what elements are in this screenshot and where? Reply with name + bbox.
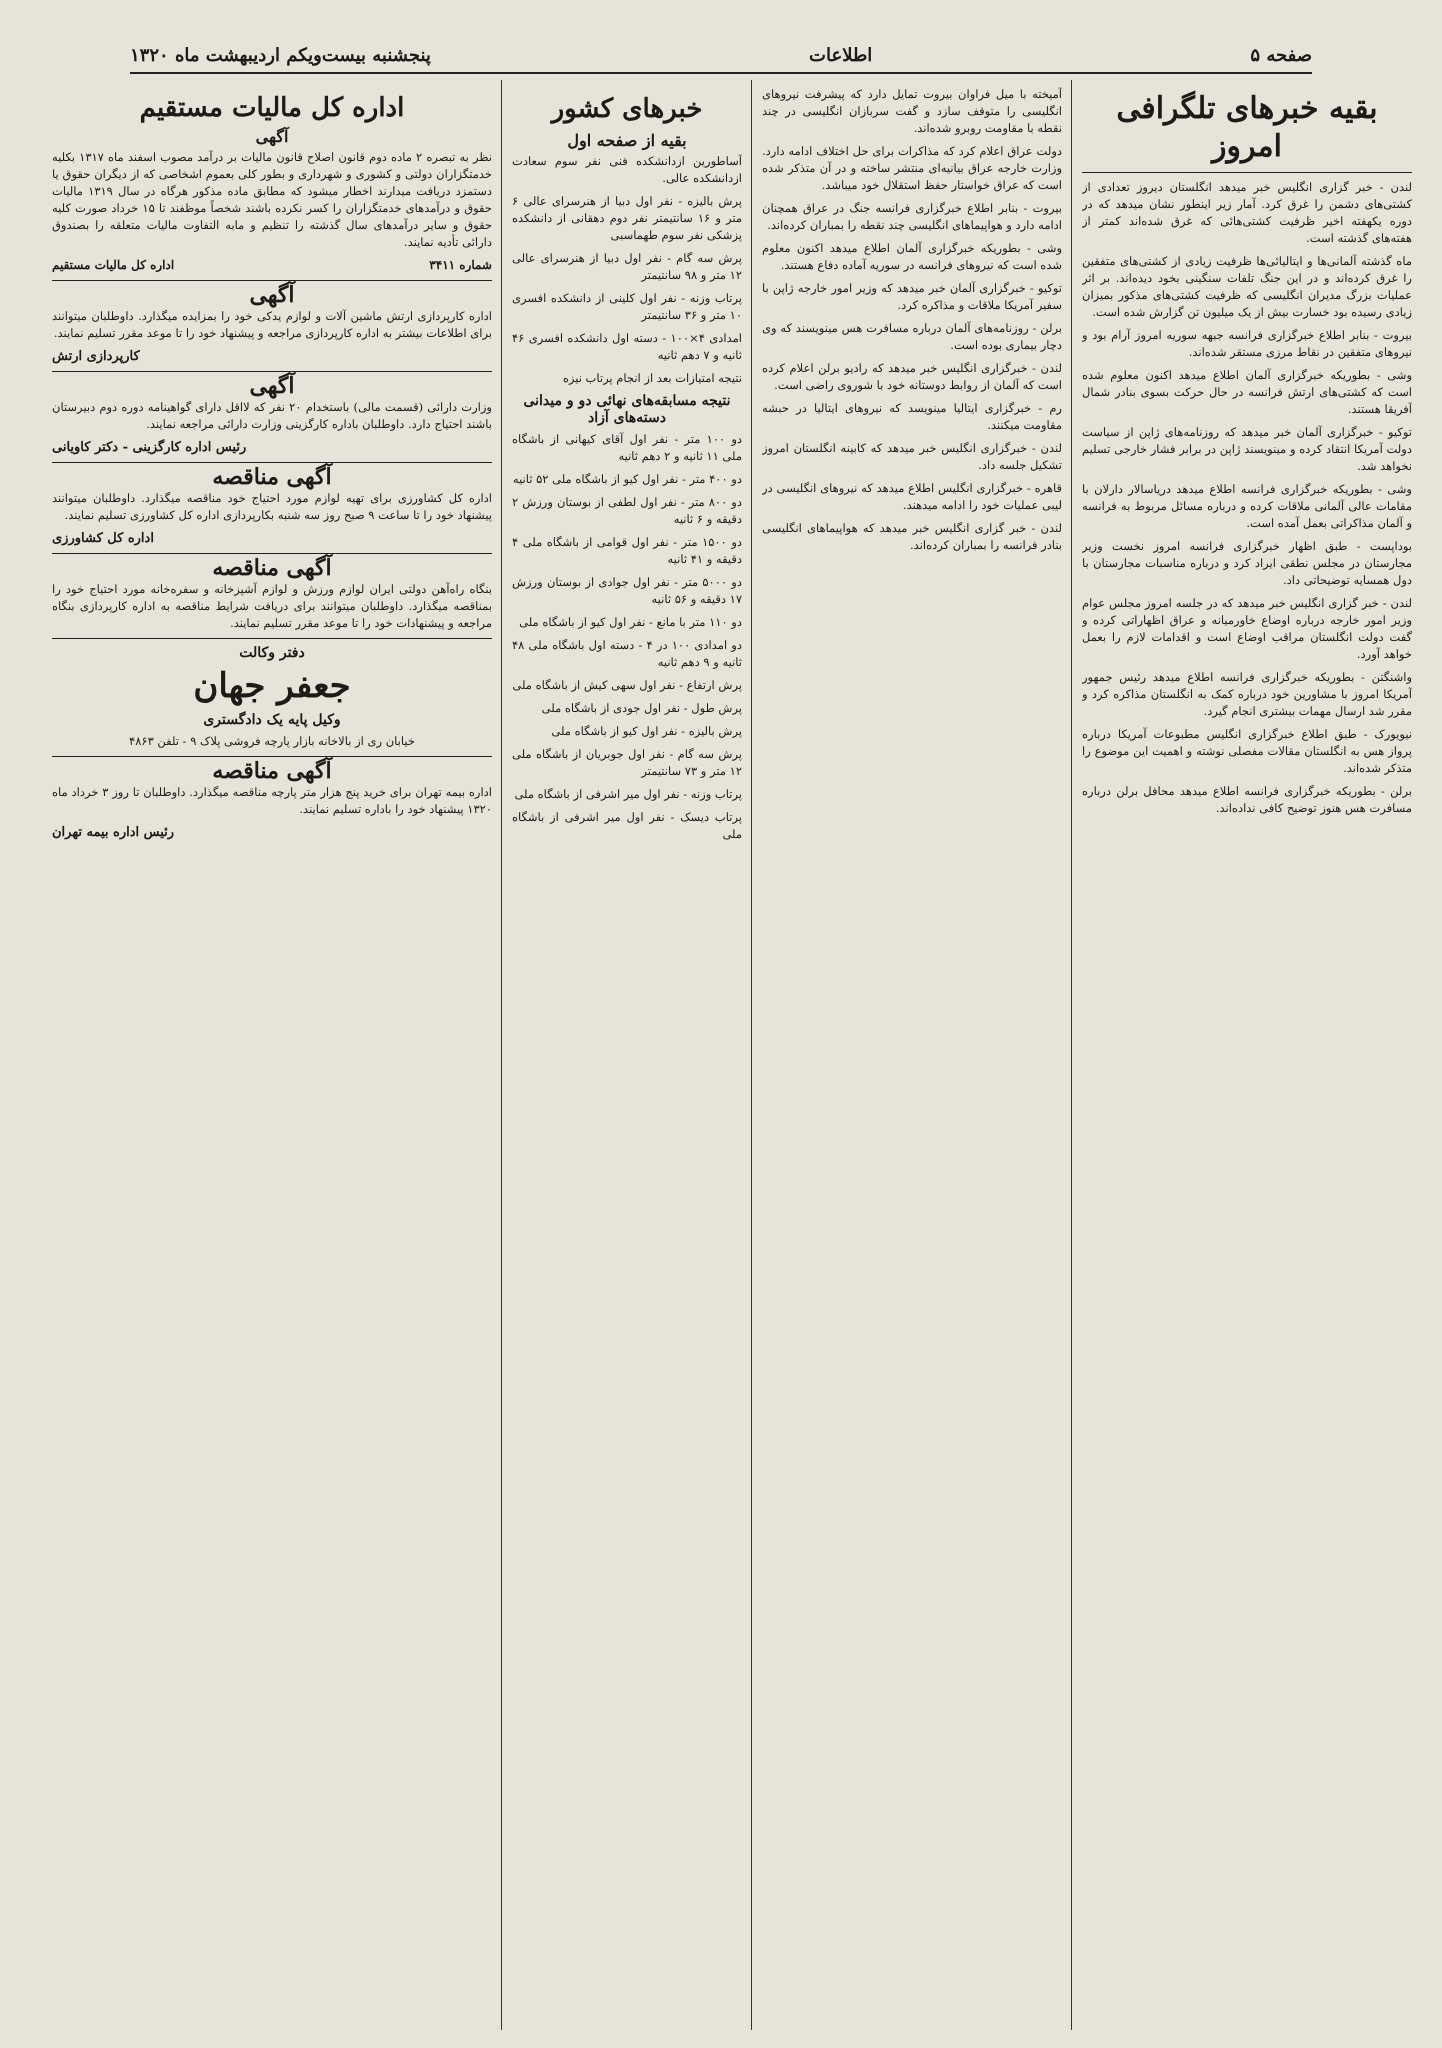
news-paragraph: برلن - روزنامه‌های آلمان درباره مسافرت هس مینویسند که وی دچار بیماری بوده است.: [762, 321, 1062, 352]
news-paragraph: پرش ارتفاع - نفر اول سهی کیش از باشگاه ملی: [512, 678, 742, 692]
domestic-news-subheadline: بقیه از صفحه اول: [567, 131, 687, 150]
lawyer-title: وکیل پایه یک دادگستری: [203, 712, 341, 728]
news-paragraph: دو ۱۱۰ متر با مانع - نفر اول کیو از باشگاه ملی: [519, 615, 742, 629]
news-paragraph: آساطورین ازدانشکده فنی نفر سوم سعادت ازدانشکده عالی.: [512, 154, 742, 185]
domestic-news-headline: خبرهای کشور: [551, 94, 703, 124]
domestic-news-column: [512, 86, 742, 2026]
column-divider: [751, 80, 752, 2030]
news-paragraph: دو ۸۰۰ متر - نفر اول لطفی از بوستان ورزش ۲ دقیقه و ۶ ثانیه: [512, 495, 742, 526]
telegraph-news-column: [1082, 86, 1412, 2026]
news-paragraph: قاهره - خبرگزاری انگلیس اطلاع میدهد که نیروهای انگلیسی در لیبی عملیات خود را ادامه میدهند.: [762, 481, 1062, 512]
news-paragraph: وشی - بطوریکه خبرگزاری فرانسه اطلاع میدهد دریاسالار دارلان با مقامات عالی آلمانی ملاقات کرده و درباره مسائل مربوط به فرانسه و آلمان مذاکراتی بعمل آمده است.: [1082, 482, 1412, 530]
notice-body: بنگاه راه‌آهن دولتی ایران لوازم ورزش و لوازم آشپزخانه و سفره‌خانه مورد احتیاج خود را بمناقصه میگذارد. داوطلبان میتوانند برای دریافت شرایط مناقصه به اداره کارپردازی بنگاه مراجعه و پیشنهادات خود را تا موعد مقرر تسلیم نمایند.: [52, 582, 492, 630]
page-number: صفحه ۵: [1250, 44, 1312, 66]
lawyer-address: خیابان ری از بالاخانه بازار پارچه فروشی پلاک ۹ - تلفن ۴۸۶۳: [129, 734, 415, 748]
news-continuation-column: [762, 86, 1062, 2026]
newspaper-name: اطلاعات: [809, 44, 873, 66]
news-paragraph: ماه گذشته آلمانی‌ها و ایتالیائی‌ها ظرفیت زیادی از کشتی‌های متفقین را غرق کرده‌اند و در این جنگ تلفات سنگینی بخود دیده‌اند. بر اثر عملیات بزرگ مدیران انگلیسی که ظرفیت کشتی‌های مذکور بمیزان زیادی رسیده بود خسارت بیش از یک میلیون تن گزارش شده است.: [1082, 254, 1412, 319]
news-paragraph: دو ۱۵۰۰ متر - نفر اول قوامی از باشگاه ملی ۴ دقیقه و ۴۱ ثانیه: [512, 535, 742, 566]
column-divider: [1071, 80, 1072, 2030]
news-paragraph: لندن - خبر گزاری انگلیس خبر میدهد که هواپیماهای انگلیسی بنادر فرانسه را بمباران کرده‌اند.: [762, 521, 1062, 552]
notice-title: آگهی مناقصه: [212, 555, 332, 581]
news-paragraph: پرش سه گام - نفر اول دبیا از هنرسرای عالی ۱۲ متر و ۹۸ سانتیمتر: [512, 251, 742, 282]
notice-title: آگهی: [255, 127, 289, 146]
news-paragraph: وشی - بطوریکه خبرگزاری آلمان اطلاع میدهد اکنون معلوم شده است که کشتی‌های ارتش فرانسه در حال حرکت بسوی بنادر شمال آفریقا هستند.: [1082, 368, 1412, 416]
divider: [52, 280, 492, 281]
news-paragraph: دو ۴۰۰ متر - نفر اول کیو از باشگاه ملی ۵۲ ثانیه: [512, 472, 742, 486]
notice-signature: رئیس اداره کارگزینی - دکتر کاویانی: [52, 440, 247, 455]
notice-signature: اداره کل مالیات مستقیم: [52, 258, 175, 272]
masthead: [130, 38, 1312, 74]
lawyer-name: جعفر جهان: [193, 666, 351, 706]
news-paragraph: امدادی ۴×۱۰۰ - دسته اول دانشکده افسری ۴۶ ثانیه و ۷ دهم ثانیه: [512, 331, 742, 362]
notice-number: شماره ۳۴۱۱: [429, 258, 492, 272]
divider: [52, 638, 492, 639]
news-paragraph: برلن - بطوریکه خبرگزاری فرانسه اطلاع میدهد محافل برلن درباره مسافرت هس هنوز توضیح کافی نداده‌اند.: [1082, 784, 1412, 815]
issue-date: پنجشنبه بیست‌ویکم اردیبهشت ماه ۱۳۲۰: [130, 44, 431, 66]
news-paragraph: پرتاب وزنه - نفر اول کلینی از دانشکده افسری ۱۰ متر و ۳۶ سانتیمتر: [512, 291, 742, 322]
news-paragraph: بیروت - بنابر اطلاع خبرگزاری فرانسه جبهه سوریه امروز آرام بود و نیروهای متفقین در نقاط مرزی مستقر شده‌اند.: [1082, 328, 1412, 359]
notice-signature: اداره کل کشاورزی: [52, 531, 154, 546]
news-paragraph: لندن - خبرگزاری انگلیس خبر میدهد که کابینه انگلستان امروز تشکیل جلسه داد.: [762, 441, 1062, 472]
news-paragraph: توکیو - خبرگزاری آلمان خبر میدهد که روزنامه‌های ژاپن از سیاست دولت آمریکا انتقاد کرده و مینویسند ژاپن در برابر فشار خارجی تسلیم نخواهد شد.: [1082, 425, 1412, 473]
lawyer-office-label: دفتر وکالت: [239, 645, 305, 661]
news-paragraph: رم - خبرگزاری ایتالیا مینویسد که نیروهای ایتالیا در حبشه مقاومت میکنند.: [762, 401, 1062, 432]
divider: [52, 756, 492, 757]
news-paragraph: دو ۱۰۰ متر - نفر اول آقای کیهانی از باشگاه ملی ۱۱ ثانیه و ۲ دهم ثانیه: [512, 432, 742, 463]
notice-signature: رئیس اداره بیمه تهران: [52, 825, 175, 840]
section-title: نتیجه مسابقه‌های نهائی دو و میدانی دسته‌های آزاد: [523, 393, 731, 426]
notice-title: آگهی مناقصه: [212, 464, 332, 490]
news-paragraph: دو ۵۰۰۰ متر - نفر اول جوادی از بوستان ورزش ۱۷ دقیقه و ۵۶ ثانیه: [512, 575, 742, 606]
news-paragraph: پرتاب دیسک - نفر اول میر اشرفی از باشگاه ملی: [512, 810, 742, 841]
tax-office-title: اداره کل مالیات مستقیم: [139, 93, 405, 123]
news-paragraph: نیویورک - طبق اطلاع خبرگزاری انگلیس مطبوعات آمریکا درباره پرواز هس به انگلستان مقالات مفصلی نوشته و اهمیت این موضوع را متذکر شده‌اند.: [1082, 727, 1412, 775]
divider: [52, 371, 492, 372]
news-paragraph: لندن - خبر گزاری انگلیس خبر میدهد انگلستان دیروز تعدادی از کشتی‌های دشمن را غرق کرد. آمار زیر اینطور نشان میدهد که در دوره یکهفته اخیر ظرفیت کشتی‌هائی که غرق شده‌اند کمتر از هفته‌های گذشته است.: [1082, 180, 1412, 245]
news-paragraph: بوداپست - طبق اظهار خبرگزاری فرانسه امروز نخست وزیر مجارستان در مجلس نطقی ایراد کرد و درباره مناسبات مجارستان با دول همسایه توضیحاتی داد.: [1082, 539, 1412, 587]
notice-footer: [52, 257, 492, 274]
notice-title: آگهی: [249, 373, 295, 399]
column-divider: [501, 80, 502, 2030]
notice-body: اداره بیمه تهران برای خرید پنج هزار متر پارچه مناقصه میگذارد. داوطلبان تا روز ۳ خرداد ماه ۱۳۲۰ پیشنهاد خود را باداره تسلیم نمایند.: [52, 785, 492, 816]
news-paragraph: پرش سه گام - نفر اول جوبریان از باشگاه ملی ۱۲ متر و ۷۳ سانتیمتر: [512, 747, 742, 778]
news-paragraph: پرش طول - نفر اول جودی از باشگاه ملی: [541, 701, 742, 715]
news-paragraph: واشنگتن - بطوریکه خبرگزاری فرانسه اطلاع میدهد رئیس جمهور آمریکا امروز با مشاورین خود درباره کمک به انگلستان مذاکره کرد و مقرر شد ارسال مهمات بیشتری انجام گیرد.: [1082, 670, 1412, 718]
news-paragraph: توکیو - خبرگزاری آلمان خبر میدهد که وزیر امور خارجه ژاپن با سفیر آمریکا ملاقات و مذاکره کرد.: [762, 281, 1062, 312]
divider: [52, 462, 492, 463]
news-paragraph: پرش بالیزه - نفر اول کیو از باشگاه ملی: [551, 724, 742, 738]
news-paragraph: بیروت - بنابر اطلاع خبرگزاری فرانسه جنگ در عراق همچنان ادامه دارد و هواپیماهای انگلیسی چند نقطه را بمباران کرده‌اند.: [762, 201, 1062, 232]
news-paragraph: لندن - خبر گزاری انگلیس خبر میدهد که در جلسه امروز مجلس عوام وزیر امور خارجه درباره اوضاع خاورمیانه و عراق اظهاراتی کرده و گفت دولت انگلستان مراقب اوضاع است و اقدامات لازم را بعمل خواهد آورد.: [1082, 596, 1412, 661]
news-paragraph: لندن - خبرگزاری انگلیس خبر میدهد که رادیو برلن اعلام کرده است که آلمان از روابط دوستانه خود با شوروی راضی است.: [762, 361, 1062, 392]
notice-body: نظر به تبصره ۲ ماده دوم قانون اصلاح قانون مالیات بر درآمد مصوب اسفند ماه ۱۳۱۷ بکلیه خدمتگزاران دولتی و کشوری و شهرداری و بطور کلی بعموم اشخاصی که از دیگران حقوق یا دستمزد دریافت میدارند اخطار میشود که مطابق ماده مذکور هرگاه در سال ۱۳۱۹ مالیات حقوق و درآمدهای خدمتگزاران را کسر نکرده باشند شخصاً موظفند تا ۱۵ خرداد صورت کلیه حقوق و سایر درآمدهای سال گذشته را تنظیم و مابه التفاوت مالیات متعلقه را بصندوق دارائی تأدیه نمایند.: [52, 150, 492, 249]
news-paragraph: نتیجه امتیازات بعد از انجام پرتاب نیزه: [562, 371, 742, 385]
divider: [1082, 172, 1412, 173]
notice-title: آگهی: [249, 282, 295, 308]
notice-signature: کارپردازی ارتش: [52, 349, 140, 364]
notice-body: وزارت دارائی (قسمت مالی) باستخدام ۲۰ نفر که لااقل دارای گواهینامه دوره دوم دبیرستان باشند احتیاج دارد. داوطلبان باداره کارگزینی وزارت دارائی مراجعه نمایند.: [52, 400, 492, 431]
notices-column: [52, 86, 492, 2026]
news-paragraph: دولت عراق اعلام کرد که مذاکرات برای حل اختلاف ادامه دارد. وزارت خارجه عراق بیانیه‌ای منتشر ساخته و در آن متذکر شده است که عراق خواستار حفظ استقلال خود میباشد.: [762, 144, 1062, 192]
divider: [52, 553, 492, 554]
notice-title: آگهی مناقصه: [212, 758, 332, 784]
news-paragraph: دو امدادی ۱۰۰ در ۴ - دسته اول باشگاه ملی ۴۸ ثانیه و ۹ دهم ثانیه: [512, 638, 742, 669]
news-paragraph: پرتاب وزنه - نفر اول میر اشرفی از باشگاه ملی: [514, 787, 742, 801]
news-paragraph: آمیخته با میل فراوان بیروت تمایل دارد که پیشرفت نیروهای انگلیسی را متوقف سازد و گفت سربازان انگلیسی در چند نقطه با مقاومت روبرو شده‌اند.: [762, 87, 1062, 135]
notice-body: اداره کل کشاورزی برای تهیه لوازم مورد احتیاج خود مناقصه میگذارد. داوطلبان میتوانند پیشنهاد خود را تا ساعت ۹ صبح روز سه شنبه بکارپردازی اداره کل کشاورزی تسلیم نمایند.: [52, 491, 492, 522]
notice-body: اداره کارپردازی ارتش ماشین آلات و لوازم یدکی خود را بمزایده میگذارد. داوطلبان میتوانند برای اطلاعات بیشتر به اداره کارپردازی مراجعه و پیشنهاد خود را تا موعد مقرر تسلیم نمایند.: [52, 309, 492, 340]
news-paragraph: پرش بالیزه - نفر اول دبیا از هنرسرای عالی ۶ متر و ۱۶ سانتیمتر نفر دوم دهقانی از دانشکده پزشکی نفر سوم طهماسبی: [512, 194, 742, 242]
telegraph-news-headline: بقیه خبرهای تلگرافی امروز: [1116, 91, 1378, 164]
news-paragraph: وشی - بطوریکه خبرگزاری آلمان اطلاع میدهد اکنون معلوم شده است که نیروهای فرانسه در سوریه آماده دفاع هستند.: [762, 241, 1062, 272]
